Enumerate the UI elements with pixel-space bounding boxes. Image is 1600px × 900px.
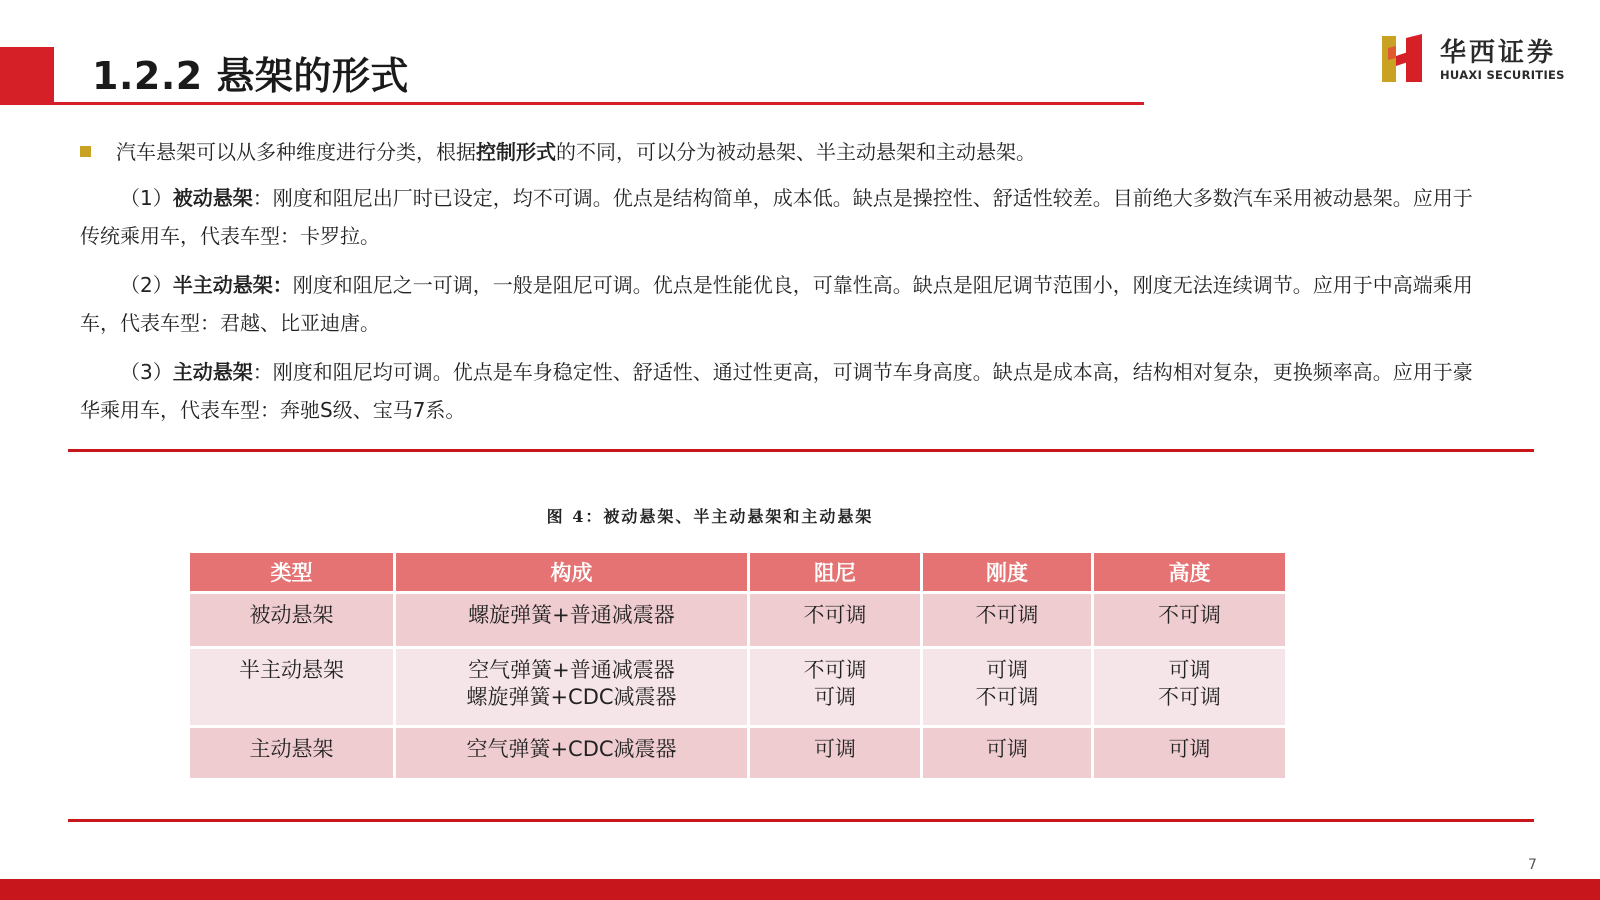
cell-type: 半主动悬架 xyxy=(189,648,395,727)
top-divider xyxy=(68,449,1534,452)
logo-chinese-name: 华西证券 xyxy=(1440,38,1557,68)
cell-stiffness: 不可调 xyxy=(922,593,1093,648)
table-row xyxy=(189,593,1287,648)
header-type: 类型 xyxy=(189,552,395,593)
page-title: 1.2.2 悬架的形式 xyxy=(92,54,409,98)
title-underline xyxy=(54,102,1144,105)
table-row xyxy=(189,727,1287,780)
intro-text: 汽车悬架可以从多种维度进行分类，根据控制形式的不同，可以分为被动悬架、半主动悬架和主动悬架。 xyxy=(116,140,1036,164)
bottom-divider xyxy=(68,819,1534,822)
huaxi-logo-icon xyxy=(1378,34,1426,84)
table-header-row xyxy=(189,552,1287,593)
header-composition: 构成 xyxy=(395,552,749,593)
cell-composition: 空气弹簧+普通减震器 螺旋弹簧+CDC减震器 xyxy=(395,648,749,727)
table-row xyxy=(189,648,1287,727)
header-stiffness: 刚度 xyxy=(922,552,1093,593)
cell-type: 被动悬架 xyxy=(189,593,395,648)
paragraph-active: （3）主动悬架：刚度和阻尼均可调。优点是车身稳定性、舒适性、通过性更高，可调节车身高度。缺点是成本高，结构相对复杂，更换频率高。应用于豪华乘用车，代表车型：奔驰S级、宝马7系。 xyxy=(80,360,1473,422)
cell-composition: 空气弹簧+CDC减震器 xyxy=(395,727,749,780)
paragraph-passive: （1）被动悬架：刚度和阻尼出厂时已设定，均不可调。优点是结构简单，成本低。缺点是操控性、舒适性较差。目前绝大多数汽车采用被动悬架。应用于传统乘用车，代表车型：卡罗拉。 xyxy=(80,186,1473,248)
footer-bar xyxy=(0,879,1600,900)
company-logo xyxy=(1378,32,1578,84)
cell-stiffness: 可调 不可调 xyxy=(922,648,1093,727)
cell-height: 不可调 xyxy=(1093,593,1287,648)
figure-caption: 图 4：被动悬架、半主动悬架和主动悬架 xyxy=(546,507,874,526)
title-accent-block xyxy=(0,47,54,105)
paragraph-semi-active: （2）半主动悬架：刚度和阻尼之一可调，一般是阻尼可调。优点是性能优良，可靠性高。缺点是阻尼调节范围小，刚度无法连续调节。应用于中高端乘用车，代表车型：君越、比亚迪唐。 xyxy=(80,273,1473,335)
cell-type: 主动悬架 xyxy=(189,727,395,780)
cell-damping: 可调 xyxy=(749,727,922,780)
cell-height: 可调 xyxy=(1093,727,1287,780)
cell-height: 可调 不可调 xyxy=(1093,648,1287,727)
header-damping: 阻尼 xyxy=(749,552,922,593)
suspension-table xyxy=(187,550,1288,781)
cell-damping: 不可调 xyxy=(749,593,922,648)
bullet-square-icon xyxy=(80,146,91,157)
cell-stiffness: 可调 xyxy=(922,727,1093,780)
logo-english-name: HUAXI SECURITIES xyxy=(1440,68,1565,82)
cell-damping: 不可调 可调 xyxy=(749,648,922,727)
header-height: 高度 xyxy=(1093,552,1287,593)
page-number: 7 xyxy=(1528,857,1537,873)
cell-composition: 螺旋弹簧+普通减震器 xyxy=(395,593,749,648)
